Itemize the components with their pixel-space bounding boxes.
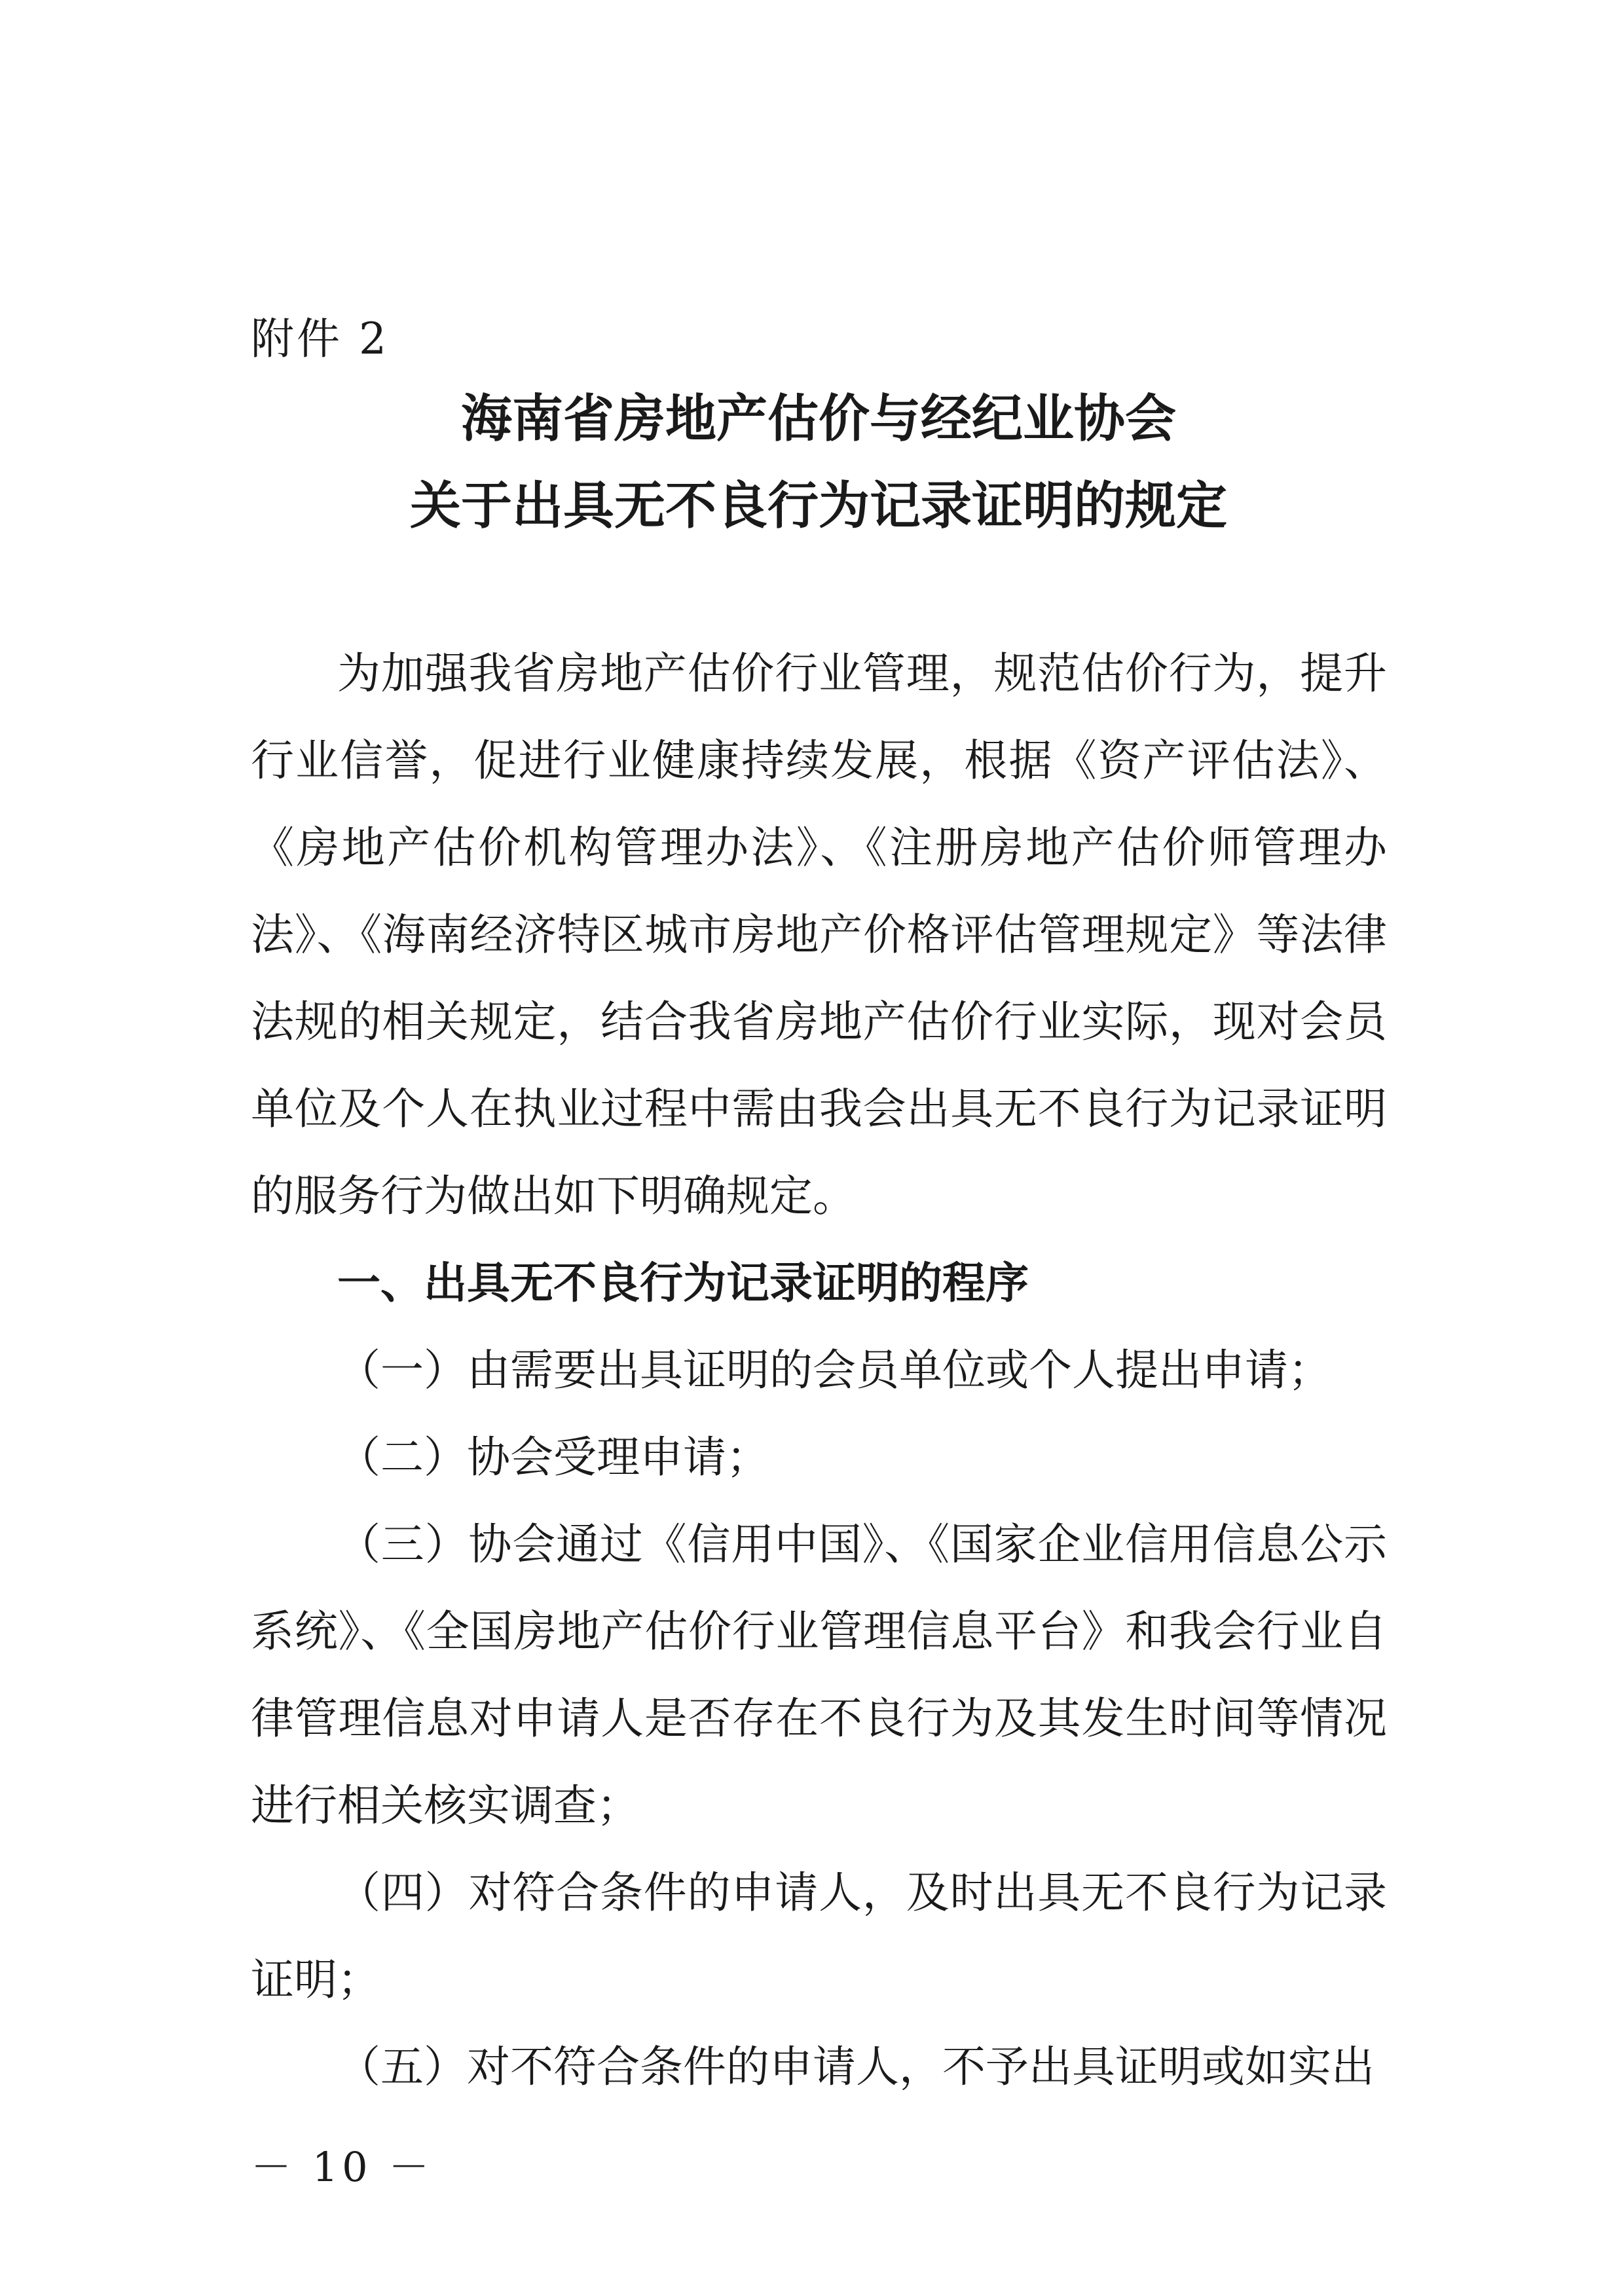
procedure-item-2: （二）协会受理申请；	[337, 1432, 769, 1482]
attachment-label: 附件 2	[251, 314, 389, 364]
procedure-item-1: （一）由需要出具证明的会员单位或个人提出申请；	[337, 1345, 1331, 1395]
procedure-item-3: （三）协会通过《信用中国》、《国家企业信用信息公示系统》、《全国房地产估价行业管理信息平台》和我会行业自律管理信息对申请人是否存在不良行为及其发生时间等情况进行相关核实调查；	[251, 1519, 1387, 1831]
document-body	[251, 630, 1387, 2110]
procedure-item-4: （四）对符合条件的申请人，及时出具无不良行为记录证明；	[251, 1867, 1387, 2005]
procedure-item-5: （五）对不符合条件的申请人，不予出具证明或如实出	[337, 2042, 1375, 2092]
section-heading: 一、出具无不良行为记录证明的程序	[337, 1258, 1029, 1308]
document-title-line-2: 关于出具无不良行为记录证明的规定	[409, 477, 1227, 536]
document-title-line-1: 海南省房地产估价与经纪业协会	[460, 390, 1176, 449]
page-number: － 10 －	[251, 2143, 434, 2191]
intro-paragraph: 为加强我省房地产估价行业管理，规范估价行为，提升行业信誉，促进行业健康持续发展，根据《资产评估法》、《房地产估价机构管理办法》、《注册房地产估价师管理办法》、《海南经济特区城市房地产价格评估管理规定》等法律法规的相关规定，结合我省房地产估价行业实际，现对会员单位及个人在执业过程中需由我会出具无不良行为记录证明的服务行为做出如下明确规定。	[251, 648, 1387, 1221]
